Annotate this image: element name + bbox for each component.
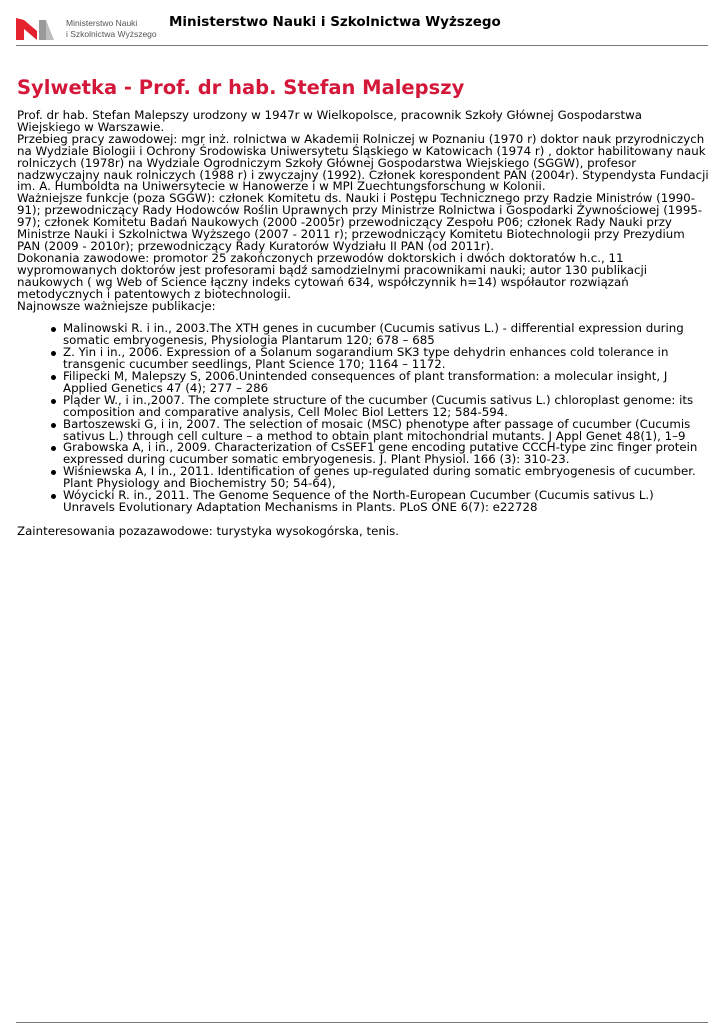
bio-achievements: Dokonania zawodowe: promotor 25 zakończonych przewodów doktorskich i dwóch doktoratów h.c., 11 wypromowanych doktorów jest profesorami bądź samodzielnymi pracownikami nauki; autor 130 publikacji naukowych ( wg Web of Science łączny indeks cytowań 634, współczynnik h=14) współautor rozwiązań metodycznych i patentowych z biotechnologii. [17, 250, 648, 301]
publication-item: Bartoszewski G, i in, 2007. The selection of mosaic (MSC) phenotype after passage of cucumber (Cucumis sativus L.) through cell culture – a method to obtain plant mitochondrial mutants. J Appl Genet 48(1), 1–9 [63, 419, 709, 443]
ministry-logo-icon [16, 18, 58, 40]
publication-item: Grabowska A, i in., 2009. Characterization of CsSEF1 gene encoding putative CCCH-type zinc finger protein expressed during cucumber somatic embryogenesis. J. Plant Physiol. 166 (3): 310-23. [63, 442, 709, 466]
bio-career: Przebieg pracy zawodowej: mgr inż. rolnictwa w Akademii Rolniczej w Poznaniu (1970 r) doktor nauk przyrodniczych na Wydziale Biologii i Ochrony Środowiska Uniwersytetu Śląskiego w Katowicach (1974 r) , doktor habilitowany nauk rolniczych (1978r) na Wydziale Ogrodniczym Szkoły Głównej Gospodarstwa Wiejskiego (SGGW), profesor nadzwyczajny nauk rolniczych (1988 r) i zwyczajny (1992). Członek korespondent PAN (2004r). Stypendysta Fundacji im. A. Humboldta na Uniwersytecie w Hanowerze i w MPI Zuechtungsforschung w Kolonii. [17, 131, 709, 194]
page-title: Sylwetka - Prof. dr hab. Stefan Malepszy [17, 76, 465, 99]
publications-heading: Najnowsze ważniejsze publikacje: [17, 298, 216, 313]
header-title: Ministerstwo Nauki i Szkolnictwa Wyższego [169, 14, 501, 30]
biography-content [17, 110, 709, 538]
publication-item: Filipecki M, Malepszy S, 2006.Unintended consequences of plant transformation: a molecular insight, J Applied Genetics 47 (4); 277 – 286 [63, 371, 709, 395]
logo-line-1: Ministerstwo Nauki [66, 18, 138, 28]
bio-functions: Ważniejsze funkcje (poza SGGW): członek Komitetu ds. Nauki i Postępu Technicznego przy Radzie Ministrów (1990-91); przewodniczący Rady Hodowców Roślin Uprawnych przy Ministrze Rolnictwa i Gospodarki Żywnościowej (1995-97); członek Komitetu Badań Naukowych (2000 -2005r) przewodniczący Zespołu P06; członek Rady Nauki przy Ministrze Nauki i Szkolnictwa Wyższego (2007 - 2011 r); przewodniczący Komitetu Biotechnologii przy Prezydium PAN (2009 - 2010r); przewodniczący Rady Kuratorów Wydziału II PAN (od 2011r). [17, 191, 703, 253]
logo-text [66, 18, 157, 39]
publication-item: Wiśniewska A, I in., 2011. Identification of genes up-regulated during somatic embryogenesis of cucumber. Plant Physiology and Biochemistry 50; 54-64), [63, 466, 709, 490]
logo-line-2: i Szkolnictwa Wyższego [66, 28, 157, 39]
header-divider [16, 45, 708, 46]
publications-list [17, 323, 709, 514]
publication-item: Malinowski R. i in., 2003.The XTH genes in cucumber (Cucumis sativus L.) - differential expression during somatic embryogenesis, Physiologia Plantarum 120; 678 – 685 [63, 323, 709, 347]
footer-divider [16, 1022, 708, 1023]
bio-intro: Prof. dr hab. Stefan Malepszy urodzony w 1947r w Wielkopolsce, pracownik Szkoły Głównej Gospodarstwa Wiejskiego w Warszawie. [17, 108, 642, 134]
page-header [16, 10, 708, 46]
ministry-logo[interactable] [16, 16, 166, 46]
publication-item: Z. Yin i in., 2006. Expression of a Solanum sogarandium SK3 type dehydrin enhances cold tolerance in transgenic cucumber seedlings, Plant Science 170; 1164 – 1172. [63, 347, 709, 371]
interests-text: Zainteresowania pozazawodowe: turystyka wysokogórska, tenis. [17, 523, 400, 538]
publication-item: Pląder W., i in.,2007. The complete structure of the cucumber (Cucumis sativus L.) chloroplast genome: its composition and comparative analysis, Cell Molec Biol Letters 12; 584-594. [63, 395, 709, 419]
publication-item: Wóycicki R. in., 2011. The Genome Sequence of the North-European Cucumber (Cucumis sativus L.) Unravels Evolutionary Adaptation Mechanisms in Plants. PLoS ONE 6(7): e22728 [63, 490, 709, 514]
